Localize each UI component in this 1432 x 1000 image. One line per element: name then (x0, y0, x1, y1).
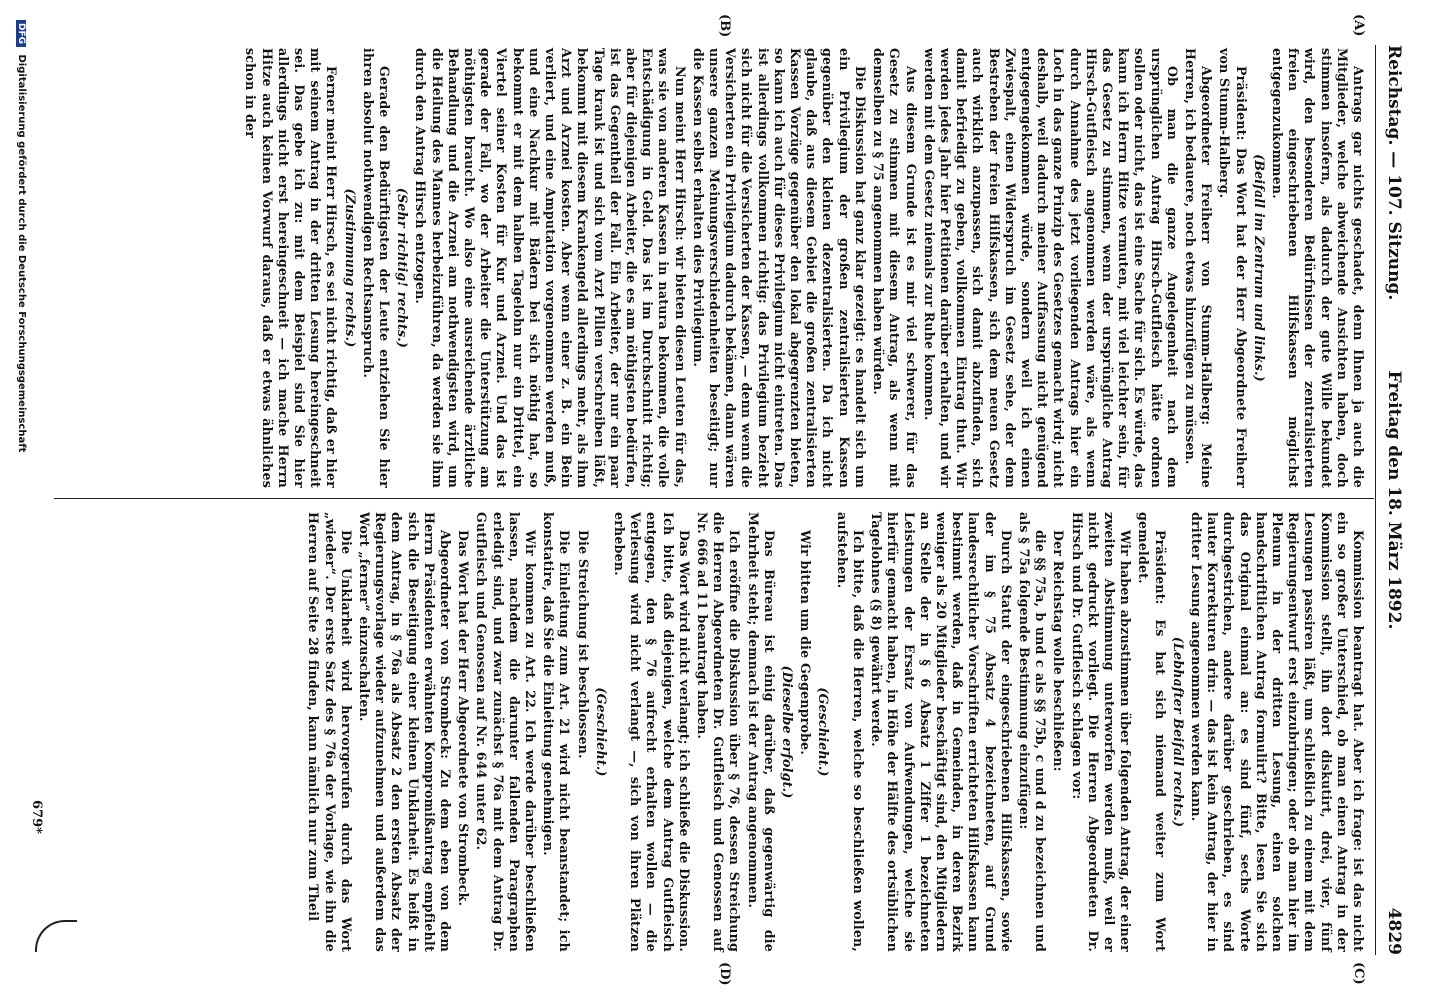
paragraph: Wir kommen zu Art. 22. Ich werde darüber beschließen lassen, nachdem die darunter fallenden Paragraphen erledigt sind, und zwar zunächst § 76a mit dem Antrag Dr. Gutfleisch und Genossen auf Nr. 644 unter 62. (474, 512, 539, 952)
paragraph: Abgeordneter Freiherr von Stumm-Halberg: Meine Herren, ich bedauere, noch etwas hinzufügen zu müssen. (1182, 48, 1215, 488)
margin-mark-c: (C) (1351, 962, 1366, 985)
column-divider (54, 498, 1374, 499)
paragraph: Die Unklarheit wird hervorgerufen durch das Wort „wieder“. Der erste Satz des § 76a der Vorlage, wie ihn die Herren auf Seite 28 finden, kann nämlich nur zum Theil (306, 512, 354, 952)
paragraph: Präsident: Es hat sich niemand weiter zum Wort gemeldet. (1136, 512, 1168, 952)
margin-mark-b: (B) (717, 14, 732, 38)
header-center: Freitag den 18. März 1892. (1384, 370, 1404, 630)
paragraph: Nun meint Herr Hirsch: wir bieten diesen Leuten für das, was sie von anderen Kassen in natura bekommen, die volle Entschädigung in Geld. Das ist im Durchschnitt richtig; aber für diejenigen Arbeiter, die es am nöthigsten bedürfen, ist das Gegentheil der Fall. Ein Arbeiter, der nur ein paar Tage krank ist und sich vom Arzt Pillen verschreiben läßt, bekommt mit diesem Krankengeld allerdings mehr, als ihm Arzt und Arznei kosten. Aber wenn einer z. B. ein Bein verliert, und eine Amputation vorgenommen werden muß, und eine Nachkur mit Bädern bei sich nöthig hat, so bekommt er mit dem halben Tagelohn nur ein Drittel, ein Viertel seiner Kosten für Kur und Arznei. Und das ist gerade der Fall, wo der Arbeiter die Unterstützung am nöthigsten braucht. Wo also eine ausreichende ärztliche Behandlung und die Arznei am nothwendigsten wird, um die Heilung des Mannes herbeizuführen, da werden sie ihm durch den Antrag Hirsch entzogen. (413, 48, 688, 488)
paragraph: Ob man die ganze Angelegenheit nach dem ursprünglichen Antrag Hirsch-Gutfleisch hätte ordnen sollen oder nicht, das ist eine Sache für sich. Es würde, das kann ich Herrn Hitze vermuten, mit viel leichter sein, für das Gesetz zu stimmen, wenn der ursprüngliche Antrag Hirsch-Gutfleisch angenommen werden wäre, als wenn durch Annahme des jetzt vorliegenden Antrags hier ein Loch in das ganze Prinzip des Gesetzes gemacht wird; nicht deshalb, weil dadurch meiner Auffassung nicht genügend entgegengekommen würde, sondern weil ich einen Zwiespalt, einen Widerspruch im Gesetz sehe, der dem Bestreben der freien Hilfskassen, sich dem neuen Gesetz auch wirklich anzupassen, sich damit abzufinden, sich damit befriedigt zu geben, vollkommen Eintrag thut. Wir werden jedes Jahr hier Petitionen darüber erhalten, und wir werden mit dem Gesetz niemals zur Ruhe kommen. (921, 48, 1180, 488)
paragraph: Ich eröffne die Diskussion über § 76, dessen Streichung die Herren Abgeordneten Dr. Gutfleisch und Genossen auf Nr. 666 ad 11 beantragt haben. (695, 512, 743, 952)
header-rule (1375, 45, 1376, 955)
margin-mark-a: (A) (1351, 14, 1366, 37)
paragraph: Das Wort wird nicht verlangt; ich schließe die Diskussion. Ich bitte, daß diejenigen, welche dem Antrag Gutfleisch entgegen, den § 76 aufrecht erhalten wollen — die Verlesung wird nicht verlangt —, sich von ihren Plätzen erheben. (612, 512, 692, 952)
paragraph: Das Wort hat der Herr Abgeordnete von Strombeck. (456, 530, 472, 907)
paragraph: Wir bitten um die Gegenprobe. (798, 530, 814, 755)
paragraph: Der Reichstag wolle beschließen: (1051, 530, 1067, 772)
header-left: Reichstag. — 107. Sitzung. (1384, 45, 1404, 301)
paragraph: Abgeordneter von Strombeck: Zu dem eben von dem Herrn Präsidenten erwähnten Kompromißantrag empfiehlt sich die Beseitigung einer kleinen Unklarheit. Es heißt in dem Antrag, in § 76a als Absatz 2 den ersten Absatz der Regierungsvorlage wieder aufzunehmen und außerdem das Wort „ferner“ einzuschalten. (357, 512, 454, 952)
stage-direction: (Dieselbe erfolgt.) (780, 665, 796, 799)
stage-direction: (Geschieht.) (816, 687, 832, 777)
stage-direction: (Lebhafter Beifall rechts.) (1170, 636, 1186, 828)
footer-text: Digitalisierung gefördert durch die Deutsche Forschungsgemeinschaft (16, 54, 27, 453)
paragraph: Die Streichung ist beschlossen. (575, 530, 591, 759)
paragraph: Durch Statut der eingeschriebenen Hilfskassen, sowie der im § 75 Absatz 4 bezeichneten, auf Grund landesrechtlicher Vorschriften errichteten Hilfskassen kann bestimmt werden, daß in Gemeinden, in deren Bezirk weniger als 20 Mitglieder beschäftigt sind, den Mitgliedern an Stelle der in § 6 Absatz 1 Ziffer 1 bezeichneten Leistungen der Ersatz von Aufwendungen, welche sie hierfür gemacht haben, in Höhe der Hälfte des ortsüblichen Tagelohnes (§ 8) gewährt werde. (869, 512, 1014, 952)
paragraph: Kommission beantragt hat. Aber ich frage: ist das nicht ein so großer Unterschied, ob man einen Antrag in der Kommission stellt, ihn dort diskutirt, drei, vier, fünf Lesungen passiren läßt, um schließlich zu einem mit dem Regierungsentwurf erst einzubringen; oder ob man hier im Plenum in der dritten Lesung, einen solchen handschriftlichen Antrag formulirt? Bitte, lesen Sie sich das Original einmal an: es sind fünf, sechs Worte durchgestrichen, andere darüber geschrieben, es sind lauter Korrekturen drin: — das ist kein Antrag, der hier in dritter Lesung angenommen werden kann. (1188, 512, 1366, 952)
signature-mark: 679* (29, 800, 44, 834)
paragraph: Antrags gar nichts geschadet, denn Ihnen ja auch die Mitglieder, welche abweichende Ansichten haben, doch stimmen insofern, als dadurch der gute Wille bekundet wird, den besonderen Bedürfnissen der zentralisierten freien eingeschriebenen Hilfskassen möglichst entgegenzukommen. (1269, 48, 1366, 488)
paragraph: Ich bitte, daß die Herren, welche so beschließen wollen, aufstehen. (834, 512, 866, 952)
paragraph: Die Diskussion hat ganz klar gezeigt: es handelt sich um ein Privilegium der großen zentralisierten Kassen gegenüber den kleinen dezentralisierten. Da ich nicht glaube, daß aus diesem Gebiet die großen zentralisierten Kassen Vorzüge gegenüber den lokal abgegrenzten bieten, so kann ich auch für dieses Privilegium nicht eintreten. Das ist allerdings vollkommen richtig: das Privilegium bezieht sich nicht für die Versicherten der Kassen, — denn wenn die Versicherten ein Privilegium dadurch bekämen, dann wären unsere ganzen Meinungsverschiedenheiten beseitigt; nur die Kassen selbst erhalten dies Privilegium. (690, 48, 868, 488)
paragraph: Präsident: Das Wort hat der Herr Abgeordnete Freiherr von Stumm-Halberg. (1217, 48, 1249, 488)
digitization-footer (16, 20, 27, 980)
paragraph: Ferner meint Herr Hirsch, es sei nicht richtig, daß er hier mit seinem Antrag in der dritten Lesung hereingeschneit sei. Das gebe ich zu: mit dem Beispiel sind Sie hier allerdings nicht erst hereingeschneit — ich mache Herrn Hitze auch keinen Vorwurf daraus, daß er etwas ähnliches schon in der (243, 48, 340, 488)
paragraph: Gerade den Bedürftigsten der Leute entziehen Sie hier ihren absolut nothwendigen Rechtsanspruch. (360, 48, 393, 488)
scan-artifact-curl (35, 920, 77, 952)
paragraph: Aus diesem Grunde ist es mir viel schwerer, für das Gesetz zu stimmen mit diesem Antrag, als wenn mit demselben zu § 75 angenommen haben würden. (871, 48, 919, 488)
paragraph: die §§ 75a, b und c als §§ 75b, c und d zu bezeichnen und als § 75a folgende Bestimmung einzufügen: (1016, 512, 1049, 952)
stage-direction: (Geschieht.) (593, 687, 609, 777)
margin-mark-d: (D) (717, 962, 732, 986)
stage-direction: (Beifall im Zentrum und links.) (1251, 154, 1267, 382)
paragraph: Die Einleitung zum Art. 21 wird nicht beanstandet; ich konstatire, daß Sie die Einleitung genehmigen. (541, 512, 573, 952)
right-text-column (303, 512, 1366, 952)
running-header (1380, 45, 1404, 955)
header-page-number: 4829 (1384, 907, 1404, 955)
stage-direction: (Sehr richtig! rechts.) (395, 187, 411, 349)
dfg-logo: DFG (16, 20, 26, 47)
paragraph: Das Büreau ist einig darüber, daß gegenwärtig die Mehrheit steht; demnach ist der Antrag angenommen. (745, 512, 777, 952)
stage-direction: (Zustimmung rechts.) (342, 188, 358, 348)
left-text-column (240, 48, 1366, 488)
paragraph: Wir haben abzustimmen über folgenden Antrag, der einer zweiten Abstimmung unterworfen werden muß, weil er nicht gedruckt vorliegt. Die Herren Abgeordneten Dr. Hirsch und Dr. Gutfleisch schlagen vor: (1069, 512, 1134, 952)
